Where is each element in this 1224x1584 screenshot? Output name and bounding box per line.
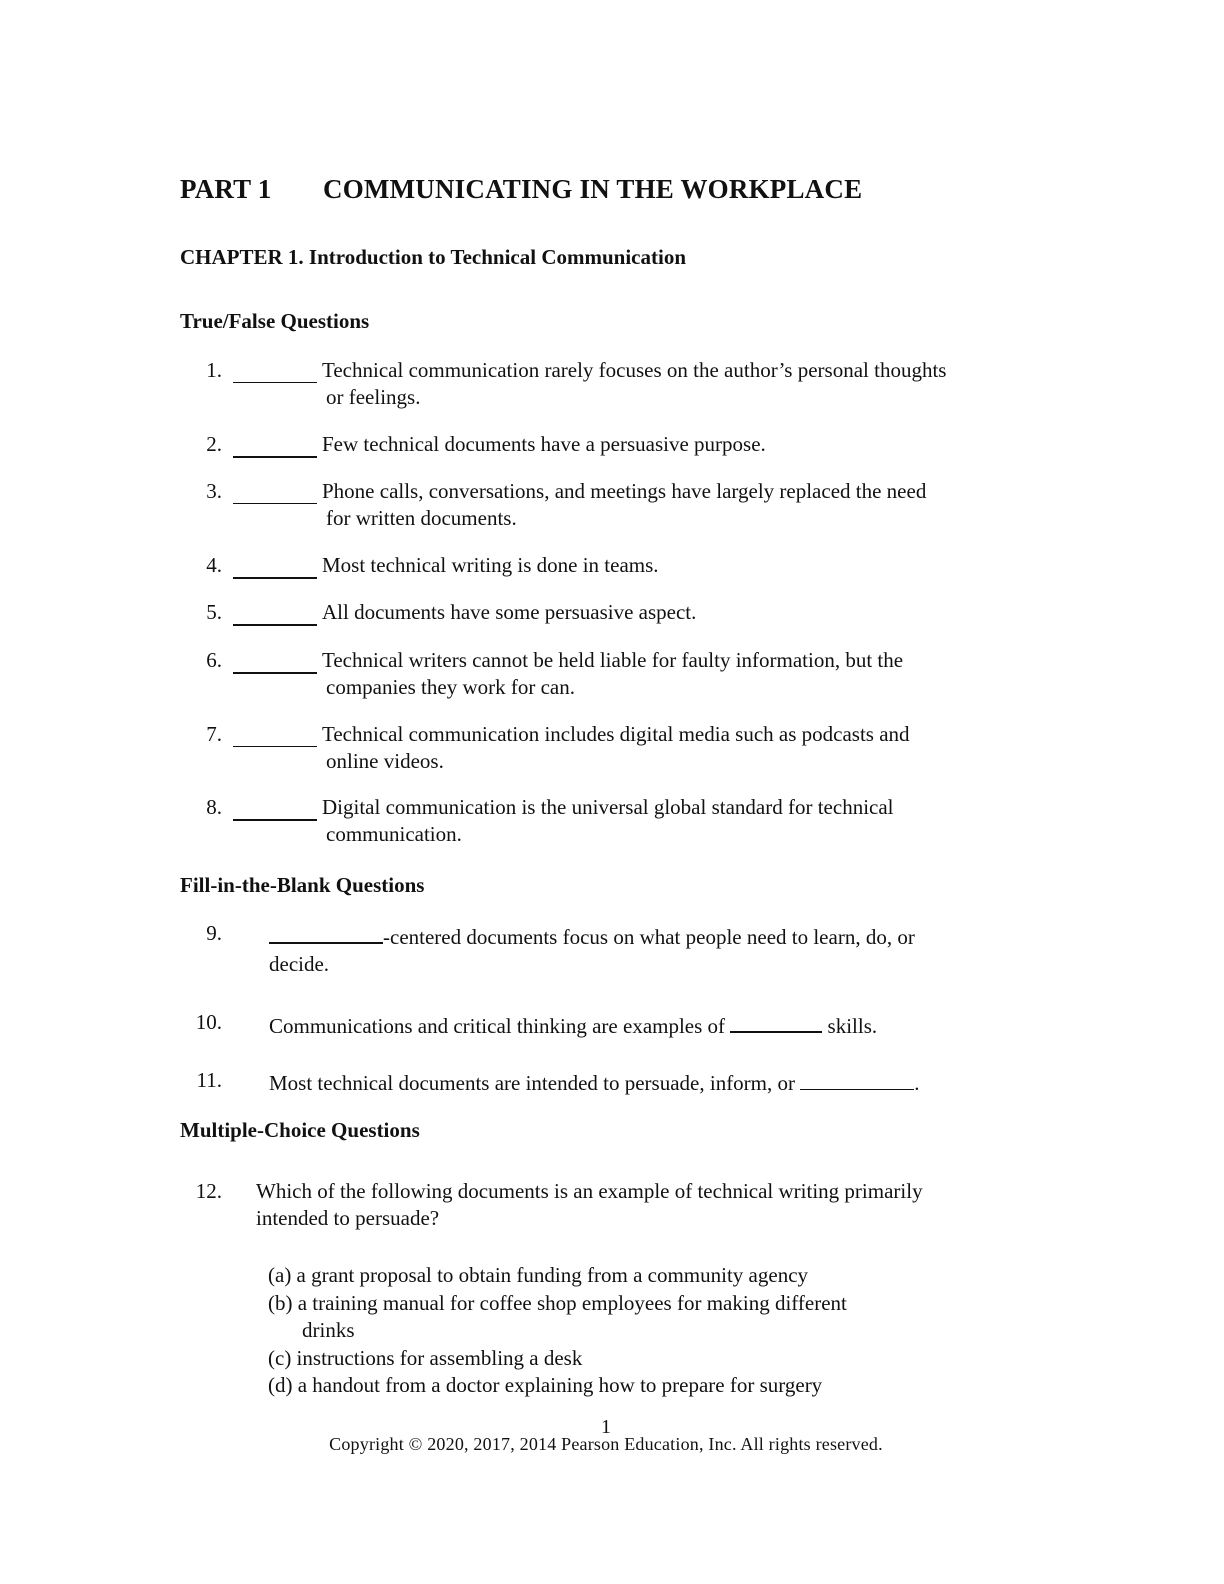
answer-blank[interactable] (233, 357, 317, 383)
question-text: Most technical writing is done in teams. (322, 553, 659, 577)
answer-blank[interactable] (233, 721, 317, 747)
question-number: 12. (195, 1179, 222, 1203)
answer-blank[interactable] (233, 478, 317, 504)
question-text: Few technical documents have a persuasive purpose. (322, 432, 766, 456)
answer-blank[interactable] (233, 599, 317, 626)
chapter-title: CHAPTER 1. Introduction to Technical Communication (180, 245, 686, 269)
option-a[interactable]: (a) a grant proposal to obtain funding from a community agency (268, 1263, 809, 1287)
fill-blank-heading: Fill-in-the-Blank Questions (180, 873, 425, 897)
question-text: Which of the following documents is an example of technical writing primarily intended to persuade? (256, 1179, 923, 1230)
option-c[interactable]: (c) instructions for assembling a desk (268, 1345, 583, 1370)
answer-blank[interactable] (233, 552, 317, 579)
question-text: All documents have some persuasive aspect. (322, 600, 697, 624)
question-number: 10. (195, 1010, 222, 1034)
question-number: 1. (206, 358, 222, 382)
answer-blank[interactable] (233, 431, 317, 458)
question-text: Technical communication includes digital media such as podcasts and online videos. (322, 722, 910, 773)
question-number: 11. (196, 1068, 222, 1092)
page-number: 1 (601, 1416, 611, 1438)
multiple-choice-heading: Multiple-Choice Questions (180, 1118, 420, 1142)
question-number: 9. (206, 921, 222, 945)
question-number: 7. (206, 722, 222, 746)
part-name: COMMUNICATING IN THE WORKPLACE (323, 174, 863, 204)
copyright-notice: Copyright © 2020, 2017, 2014 Pearson Education, Inc. All rights reserved. (329, 1434, 883, 1454)
question-text: -centered documents focus on what people need to learn, do, or decide. (269, 920, 915, 978)
answer-blank[interactable] (233, 647, 317, 674)
option-b[interactable]: (b) a training manual for coffee shop employees for making different drinks (268, 1290, 847, 1343)
question-number: 4. (206, 553, 222, 577)
question-text: Communications and critical thinking are examples of skills. (269, 1009, 877, 1040)
question-number: 8. (206, 795, 222, 819)
question-number: 3. (206, 479, 222, 503)
answer-blank[interactable] (269, 920, 383, 944)
question-text: Digital communication is the universal global standard for technical communication. (322, 795, 894, 846)
part-title (180, 174, 862, 205)
answer-blank[interactable] (800, 1067, 914, 1090)
answer-blank[interactable] (730, 1009, 822, 1033)
question-text: Phone calls, conversations, and meetings have largely replaced the need for written documents. (322, 479, 927, 530)
question-text: Technical writers cannot be held liable for faulty information, but the companies they work for can. (322, 648, 904, 699)
part-number: PART 1 (180, 174, 272, 204)
question-number: 5. (206, 600, 222, 624)
answer-options (268, 1262, 847, 1400)
question-number: 2. (206, 432, 222, 456)
question-text: Technical communication rarely focuses on the author’s personal thoughts or feelings. (322, 358, 947, 409)
option-d[interactable]: (d) a handout from a doctor explaining how to prepare for surgery (268, 1373, 823, 1398)
question-number: 6. (206, 648, 222, 672)
true-false-heading: True/False Questions (180, 309, 370, 333)
answer-blank[interactable] (233, 794, 317, 821)
question-text: Most technical documents are intended to persuade, inform, or . (269, 1067, 920, 1097)
